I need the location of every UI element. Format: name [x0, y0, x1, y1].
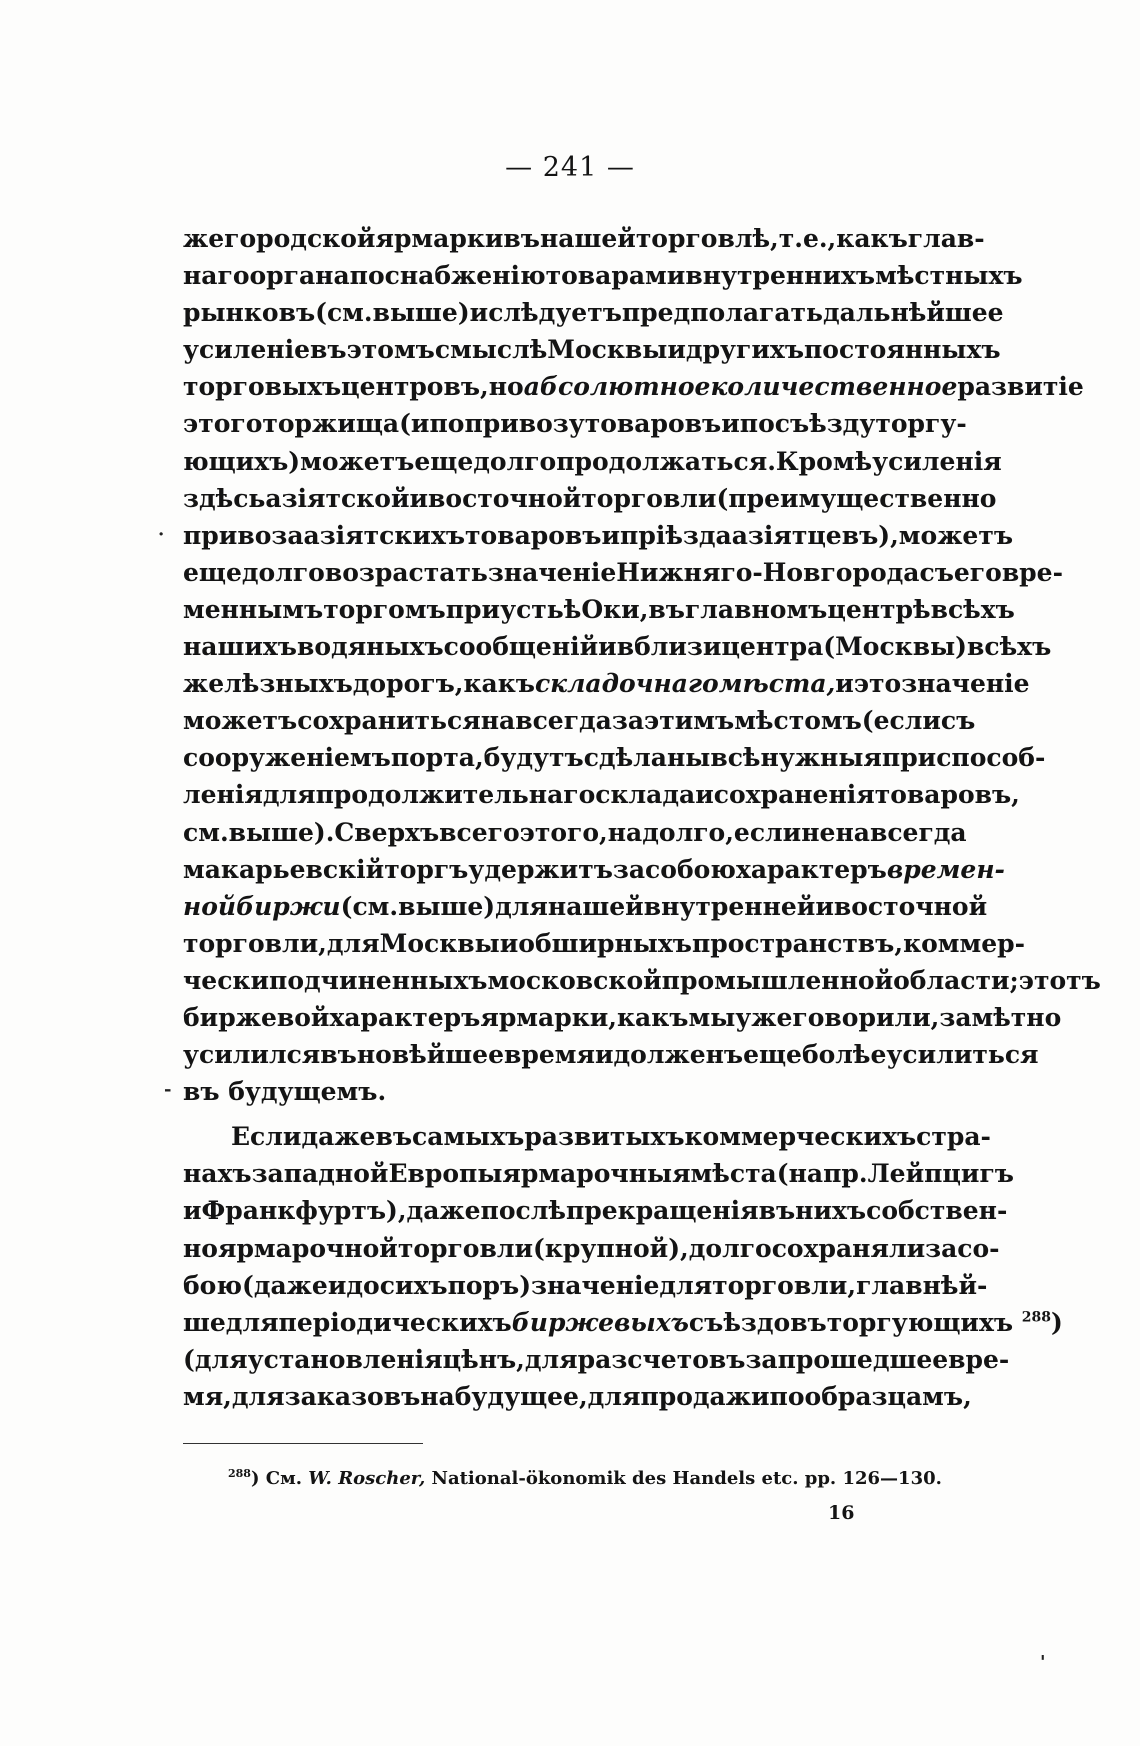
word: болѣе — [801, 1040, 887, 1070]
word: Нижняго-Новгорода — [616, 557, 920, 587]
word: восточной — [833, 891, 988, 921]
word: новѣйшее — [356, 1040, 504, 1070]
word: количественное — [710, 372, 958, 402]
word: характеръ — [329, 1002, 481, 1032]
word: устьѣ — [500, 594, 582, 624]
word: всѣхъ — [967, 632, 1052, 662]
word: предполагать — [621, 298, 823, 328]
word: сообщеній — [443, 632, 599, 662]
word: вблизи — [616, 632, 722, 662]
word: и — [667, 335, 686, 365]
text-line — [183, 628, 1052, 665]
word: для — [225, 1307, 279, 1337]
word: дорогъ, — [352, 669, 464, 699]
word: этого — [183, 409, 263, 439]
word: времен- — [886, 854, 1005, 884]
word: макарьевскій — [183, 854, 385, 884]
word: другихъ — [685, 335, 804, 365]
word: даже — [301, 1122, 376, 1152]
word: за — [745, 1344, 778, 1374]
text-line — [183, 517, 1014, 554]
word: складочнаго — [534, 669, 719, 699]
signature-mark: 16 — [828, 1502, 855, 1524]
word: ярмарки — [375, 224, 504, 253]
word: для — [326, 928, 380, 958]
word: (напр. — [776, 1159, 868, 1189]
word: порта, — [390, 743, 484, 773]
word: торгъ — [384, 854, 469, 884]
word: слѣдуетъ — [488, 298, 622, 328]
word: всего — [439, 817, 520, 847]
word: (преимущественно — [716, 483, 997, 513]
word: мѣстомъ — [734, 706, 862, 736]
text-line — [183, 1036, 1039, 1073]
text-line — [183, 405, 967, 442]
footnote-rule — [183, 1443, 423, 1444]
word: сихъ — [379, 1270, 448, 1300]
word: (крупной), — [533, 1233, 689, 1263]
footnote-author: W. Roscher, — [308, 1468, 426, 1489]
word: товарами — [545, 261, 686, 291]
word: водяныхъ — [297, 632, 444, 662]
word: склада — [595, 780, 696, 810]
word: надолго, — [607, 817, 734, 847]
footnote-text: National-ökonomik des Handels etc. pp. 126—130. — [425, 1468, 942, 1489]
word: образцамъ, — [804, 1381, 972, 1411]
word: навсегда — [480, 706, 612, 736]
word: самыхъ — [412, 1122, 525, 1152]
word: и — [695, 780, 714, 810]
word: для — [262, 780, 316, 810]
word: сохраниться — [297, 706, 481, 736]
word: жегородской — [183, 224, 376, 253]
word: азіятской — [265, 483, 410, 513]
word: будутъ — [483, 743, 584, 773]
word: въ — [648, 594, 685, 624]
text-line — [183, 257, 1023, 294]
word: сохраненія — [713, 780, 875, 810]
paragraph-gap — [183, 1110, 949, 1118]
paragraph-1 — [183, 220, 1101, 1110]
word: нашей — [547, 891, 644, 921]
word: Лейпцигъ — [867, 1159, 1014, 1189]
word: торговли, — [712, 1270, 857, 1300]
word: торговли — [397, 1233, 534, 1263]
word: главнѣй- — [856, 1270, 988, 1300]
word: привоза — [183, 520, 304, 550]
word: органа — [249, 261, 350, 291]
word: ной — [183, 891, 237, 921]
body-text — [183, 220, 1101, 1415]
word: въ — [310, 335, 347, 365]
word: нужныя — [760, 743, 882, 773]
word: удержитъ — [468, 854, 613, 884]
word: постоянныхъ — [804, 335, 1001, 365]
footnote-prefix: ) См. — [250, 1468, 309, 1489]
text-line — [183, 443, 1002, 480]
word: промышленной — [661, 965, 894, 995]
word: долго — [241, 557, 325, 587]
word: приспособ- — [881, 743, 1046, 773]
word-run: въ будущемъ. — [183, 1077, 387, 1107]
word: смыслѣ — [434, 335, 548, 365]
word: и — [815, 891, 834, 921]
word: для — [659, 1270, 713, 1300]
word: желѣзныхъ — [183, 669, 353, 699]
word: восточной — [428, 483, 582, 513]
word: торговли — [581, 483, 717, 513]
word: нашей — [539, 224, 636, 253]
margin-dash: - — [164, 1079, 172, 1100]
word: Европы — [388, 1159, 503, 1189]
word: выше). — [228, 817, 335, 847]
word: этого, — [519, 817, 608, 847]
word: и — [409, 483, 429, 513]
word: нахъ — [183, 1159, 252, 1189]
word: товаровъ, — [874, 780, 1020, 810]
text-line — [183, 1230, 1000, 1267]
text-line — [183, 220, 985, 257]
word: замѣтно — [939, 1002, 1062, 1032]
word: усилился — [183, 1040, 321, 1070]
word: внутренней — [643, 891, 816, 921]
word: по — [769, 1381, 805, 1411]
word: Сверхъ — [334, 817, 440, 847]
word: съѣзду — [774, 409, 876, 439]
word: (для — [183, 1344, 248, 1374]
word: (см. — [340, 891, 399, 921]
word: и — [598, 632, 617, 662]
word: въ — [503, 224, 540, 253]
word: усилиться — [886, 1040, 1039, 1070]
word: въ — [320, 1040, 357, 1070]
word: (см. — [315, 298, 373, 328]
word: время — [503, 1040, 595, 1070]
word: послѣ — [480, 1196, 566, 1226]
word: съ — [919, 557, 954, 587]
text-line — [183, 999, 1062, 1036]
word: усиленіе — [183, 335, 311, 365]
word: бою — [183, 1270, 242, 1300]
word: центровъ, — [341, 372, 489, 402]
word: ше — [183, 1307, 226, 1337]
word: для — [495, 891, 548, 921]
word: собою — [645, 854, 736, 884]
word: будущее, — [454, 1381, 588, 1411]
word: Москвы — [547, 335, 668, 365]
text-line — [183, 331, 1001, 368]
text-line — [183, 851, 1005, 888]
text-line — [183, 1378, 972, 1415]
word: нихъ — [795, 1196, 867, 1226]
word: ярмарочныя — [502, 1159, 691, 1189]
word: говорили, — [792, 1002, 940, 1032]
word: центрѣ — [827, 594, 931, 624]
text-line — [183, 776, 1020, 813]
word: всѣхъ — [930, 594, 1015, 624]
word: и — [499, 928, 519, 958]
word: по — [739, 409, 775, 439]
text-line — [183, 665, 1030, 702]
word: для — [524, 1344, 578, 1374]
word: торгомъ — [323, 594, 446, 624]
word: прошедшее — [777, 1344, 949, 1374]
word: можетъ — [183, 706, 298, 736]
word: навсегда — [835, 817, 967, 847]
word: въ — [375, 1122, 413, 1152]
word: главномъ — [684, 594, 828, 624]
word: можетъ — [898, 520, 1014, 550]
word: (если — [861, 706, 941, 736]
word: какъ — [617, 1002, 689, 1032]
footnote-marker: 288 — [228, 1467, 251, 1480]
word: собствен- — [866, 1196, 1008, 1226]
word: мя, — [183, 1381, 232, 1411]
word: но — [488, 372, 524, 402]
word: дальнѣйшее — [823, 298, 1004, 328]
word: обширныхъ — [518, 928, 692, 958]
text-line — [183, 814, 967, 851]
word: абсолютное — [523, 372, 711, 402]
word: еще — [183, 557, 242, 587]
word: т. — [778, 224, 803, 253]
word: уже — [735, 1002, 793, 1032]
text-line — [183, 294, 1004, 331]
word: характеръ — [735, 854, 887, 884]
word: стра- — [916, 1122, 991, 1152]
word: это — [853, 669, 902, 699]
word: ющихъ) — [183, 446, 301, 476]
word: какъ — [463, 669, 535, 699]
word: развитыхъ — [524, 1122, 685, 1152]
word: разсчетовъ — [577, 1344, 746, 1374]
word: ярмарки, — [480, 1002, 617, 1032]
word: еще — [414, 446, 474, 476]
word: этимъ — [644, 706, 735, 736]
word: (Москвы) — [823, 632, 967, 662]
word: его — [953, 557, 1002, 587]
text-line — [183, 1155, 1014, 1192]
word: для — [587, 1381, 641, 1411]
text-line — [183, 1073, 949, 1110]
word: мѣста, — [718, 669, 836, 699]
word: за — [611, 706, 645, 736]
word: азіятскихъ — [303, 520, 466, 550]
word: (и — [399, 409, 430, 439]
word: за — [612, 854, 646, 884]
word: заказовъ — [284, 1381, 421, 1411]
word: продажи — [640, 1381, 770, 1411]
word: торгующихъ $^{288}$) — [826, 1307, 1063, 1337]
word: нашихъ — [183, 632, 297, 662]
page-number: — 241 — — [505, 152, 635, 183]
word: при — [445, 594, 501, 624]
word: глав- — [907, 224, 985, 253]
word: долго — [473, 446, 557, 476]
word: выше) — [372, 298, 470, 328]
text-line — [183, 1304, 1063, 1341]
text-line — [183, 1267, 988, 1304]
word: ленія — [183, 780, 263, 810]
word: поръ) — [447, 1270, 532, 1300]
word: е., — [802, 224, 837, 253]
word: Если — [231, 1122, 302, 1152]
word: по — [349, 261, 385, 291]
word: цѣнъ, — [442, 1344, 525, 1374]
text-line — [183, 1192, 1008, 1229]
word: развитіе — [957, 372, 1084, 402]
word: вре- — [1001, 557, 1063, 587]
word: даже — [406, 1196, 481, 1226]
word: биржи — [236, 891, 341, 921]
text-line — [183, 702, 976, 739]
word: и — [835, 669, 854, 699]
word: здѣсь — [183, 483, 266, 513]
margin-dot: · — [158, 524, 165, 545]
word: на — [420, 1381, 455, 1411]
word: и — [183, 1196, 202, 1226]
word: съ — [940, 706, 976, 736]
word: Франкфуртъ), — [201, 1196, 407, 1226]
word: Кромѣ — [775, 446, 873, 476]
text-line — [183, 554, 1063, 591]
word: коммер- — [903, 928, 1025, 958]
word: возрастать — [324, 557, 488, 587]
word: и — [594, 1040, 614, 1070]
word: мы — [688, 1002, 736, 1032]
text-line — [183, 1341, 1010, 1378]
word: вре- — [948, 1344, 1010, 1374]
word: коммерческихъ — [684, 1122, 917, 1152]
word: не — [801, 817, 836, 847]
word: по — [429, 409, 465, 439]
word: можетъ — [300, 446, 415, 476]
word: усиленія — [872, 446, 1002, 476]
word: чески — [183, 965, 270, 995]
word: снабженію — [384, 261, 546, 291]
word: съѣздовъ — [688, 1307, 827, 1337]
word: до — [346, 1270, 380, 1300]
word: (даже — [241, 1270, 328, 1300]
word: сдѣланы — [583, 743, 711, 773]
text-line — [183, 591, 1015, 628]
footnote-ref: 288 — [1021, 1309, 1051, 1326]
word: товаровъ — [465, 520, 602, 550]
word: со- — [957, 1233, 1000, 1263]
word: биржевой — [183, 1002, 330, 1032]
paragraph-2 — [183, 1118, 1063, 1415]
word: еще — [743, 1040, 802, 1070]
text-line — [183, 480, 997, 517]
word: торговлѣ, — [635, 224, 779, 253]
word: и — [721, 409, 740, 439]
word: за — [925, 1233, 958, 1263]
word: товаровъ — [584, 409, 722, 439]
word: для — [231, 1381, 285, 1411]
footnote — [228, 1468, 942, 1489]
text-line — [183, 888, 988, 925]
stray-mark: ' — [1040, 1652, 1046, 1673]
word: мѣста — [690, 1159, 777, 1189]
word: московской — [487, 965, 662, 995]
word: биржевыхъ — [511, 1307, 689, 1337]
word: выше) — [398, 891, 496, 921]
text-line — [183, 925, 1025, 962]
word: Москвы — [379, 928, 500, 958]
word: и — [601, 520, 621, 550]
word: азіятцевъ), — [731, 520, 899, 550]
word: подчиненныхъ — [269, 965, 488, 995]
word: долженъ — [613, 1040, 744, 1070]
word: сохраняли — [771, 1233, 926, 1263]
word: но — [183, 1233, 218, 1263]
word: если — [733, 817, 802, 847]
word: торговли, — [183, 928, 327, 958]
text-line — [183, 739, 1046, 776]
word: см. — [183, 817, 229, 847]
word: въ — [758, 1196, 796, 1226]
word: Оки, — [581, 594, 649, 624]
word: сооруженіемъ — [183, 743, 391, 773]
text-line — [183, 1118, 991, 1155]
word: торговыхъ — [183, 372, 342, 402]
word: періодическихъ — [278, 1307, 512, 1337]
word: внутреннихъ — [685, 261, 876, 291]
word: продолжаться. — [556, 446, 776, 476]
word: центра — [721, 632, 824, 662]
word: значеніе — [901, 669, 1030, 699]
word: наго — [183, 261, 250, 291]
word: пространствъ, — [691, 928, 904, 958]
word: значеніе — [487, 557, 617, 587]
word: этомъ — [346, 335, 435, 365]
word: долго — [688, 1233, 772, 1263]
word: и — [469, 298, 489, 328]
word: рынковъ — [183, 298, 316, 328]
word: прекращенія — [565, 1196, 759, 1226]
text-line — [183, 368, 1084, 405]
word: привозу — [464, 409, 585, 439]
word: какъ — [836, 224, 908, 253]
word: ярмарочной — [217, 1233, 398, 1263]
word: значеніе — [531, 1270, 660, 1300]
text-line — [183, 962, 1101, 999]
word: торжища — [262, 409, 400, 439]
word: и — [327, 1270, 347, 1300]
word: установленія — [247, 1344, 443, 1374]
word: мѣстныхъ — [875, 261, 1023, 291]
word: пріѣзда — [620, 520, 732, 550]
word: меннымъ — [183, 594, 324, 624]
word: западной — [251, 1159, 389, 1189]
word: торгу- — [875, 409, 967, 439]
word: продолжительнаго — [315, 780, 596, 810]
word: всѣ — [710, 743, 761, 773]
word: этотъ — [1018, 965, 1101, 995]
word: области; — [893, 965, 1019, 995]
